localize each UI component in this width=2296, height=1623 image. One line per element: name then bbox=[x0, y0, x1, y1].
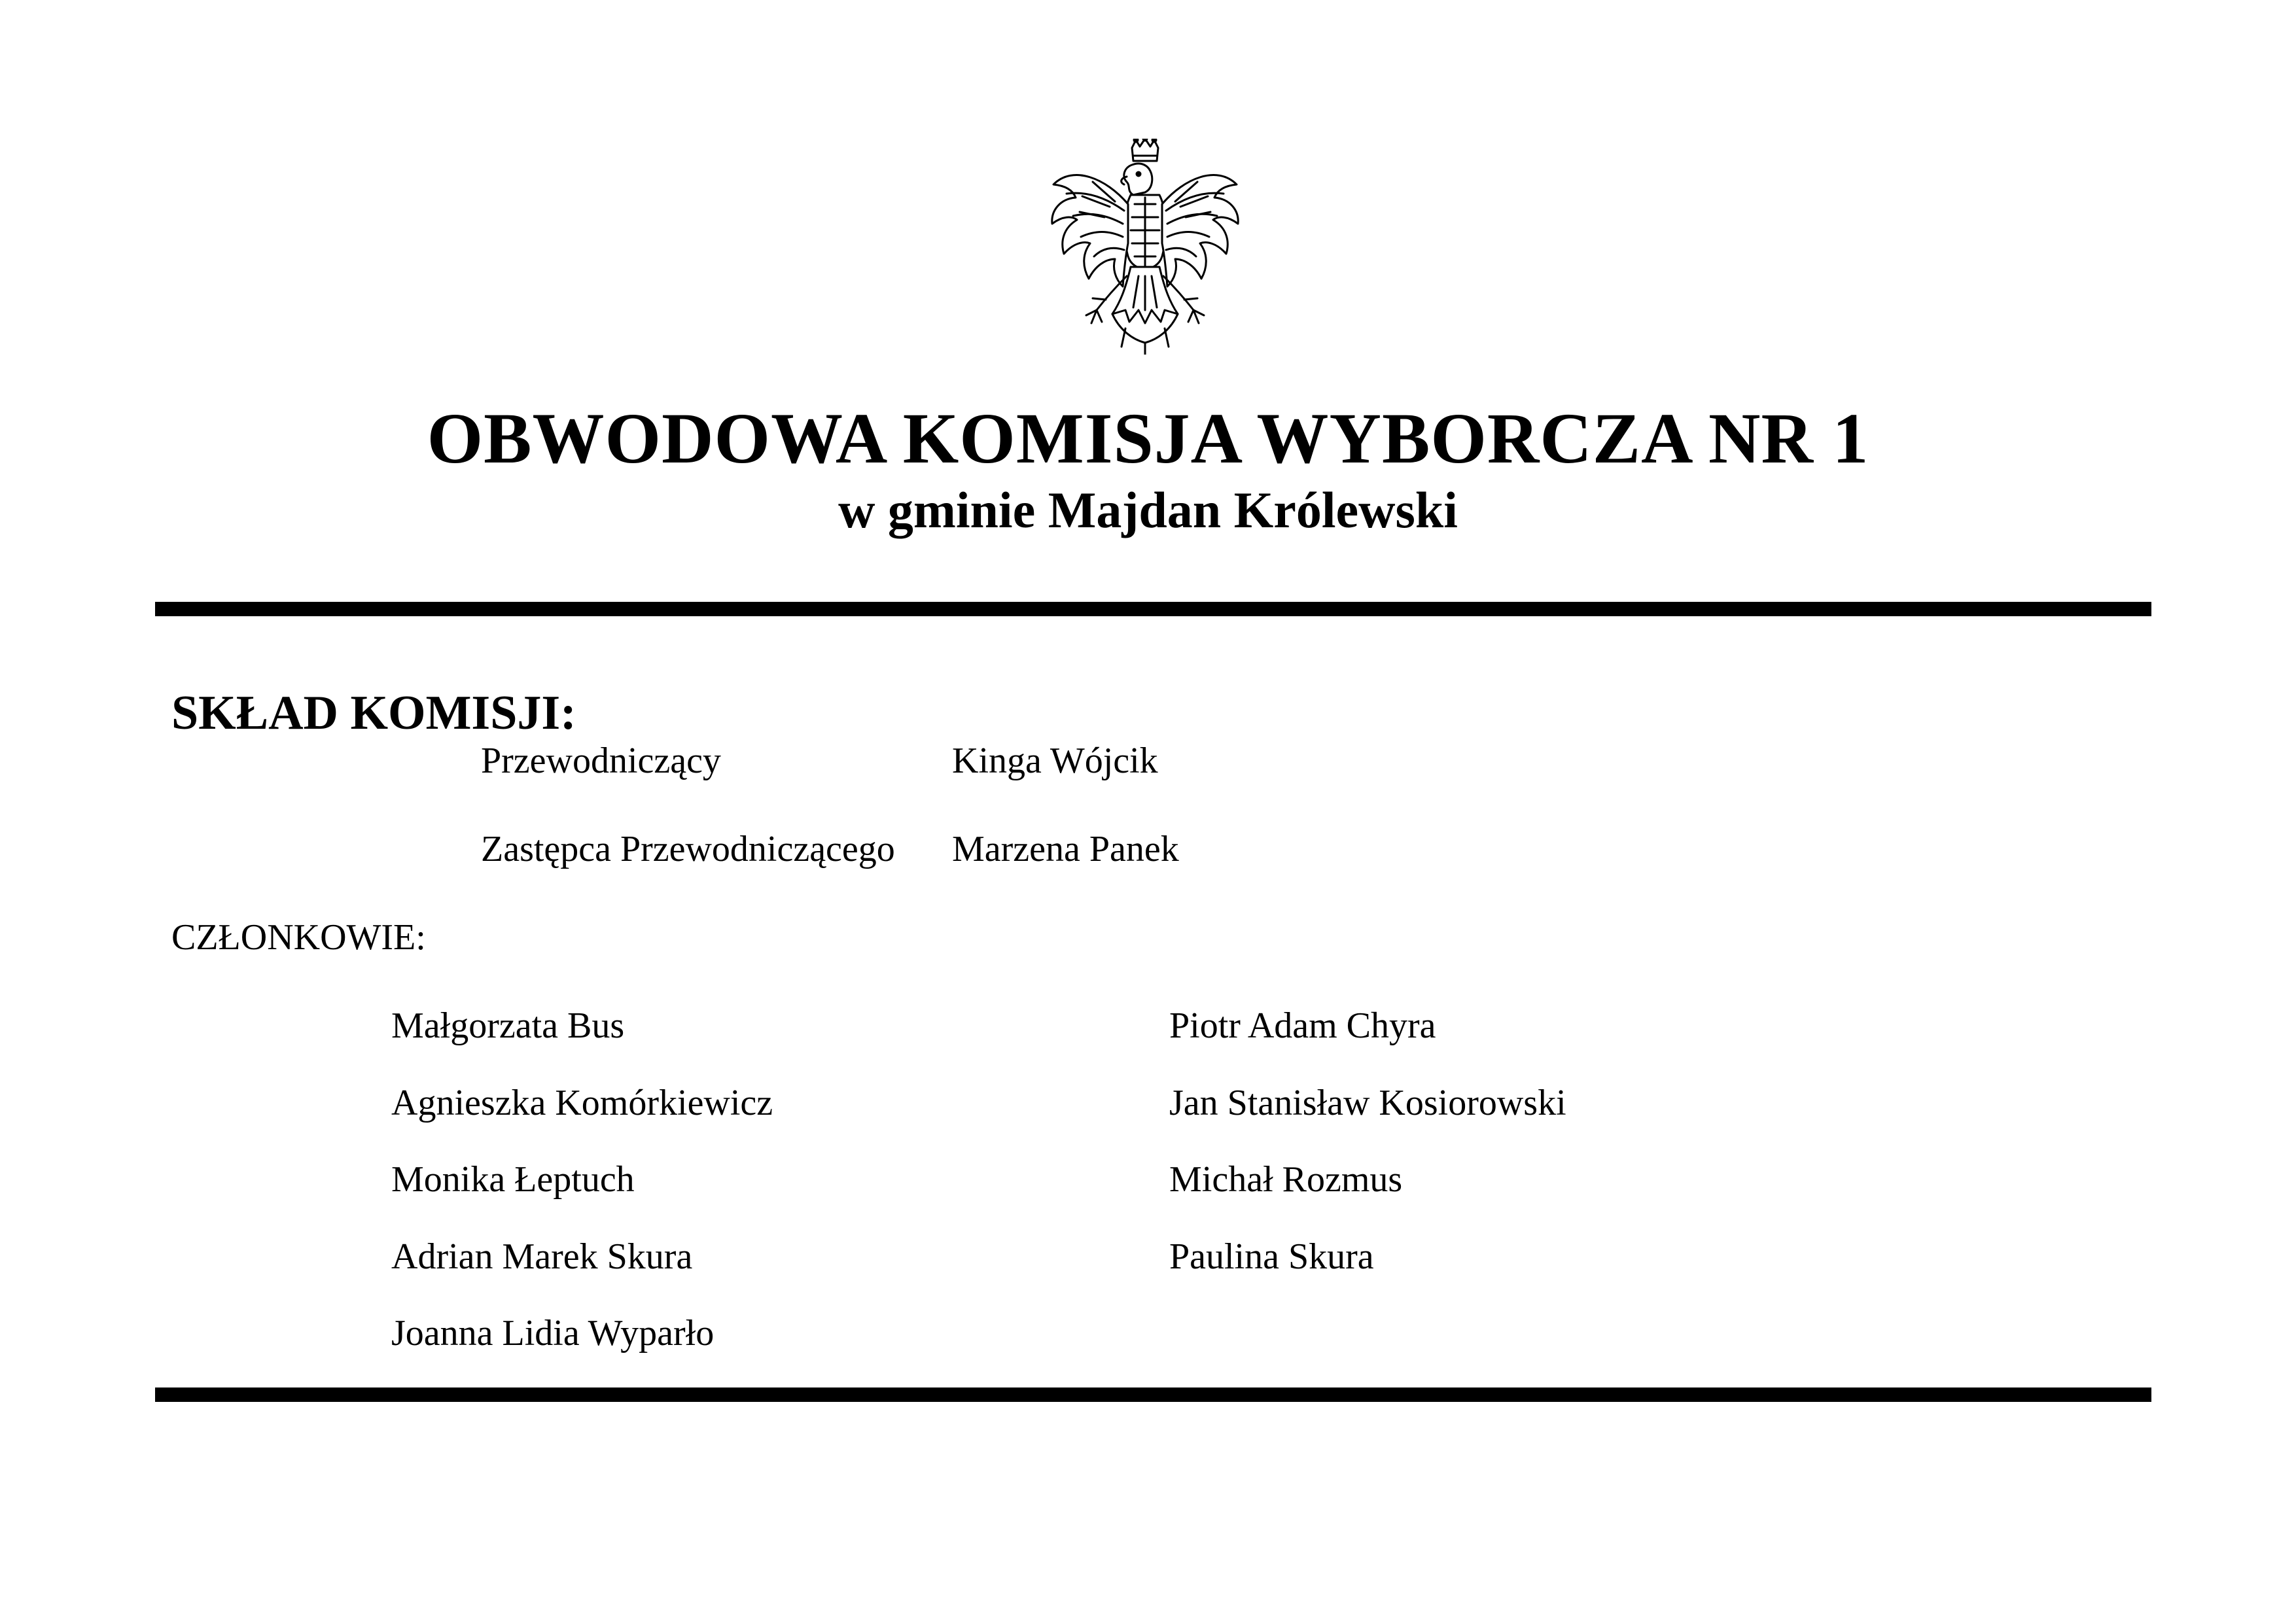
member-name: Piotr Adam Chyra bbox=[1169, 1005, 1436, 1046]
bottom-divider bbox=[155, 1387, 2151, 1402]
deputy-chairman-label: Zastępca Przewodniczącego bbox=[481, 829, 895, 869]
member-name: Joanna Lidia Wyparło bbox=[391, 1313, 715, 1353]
polish-eagle-emblem-icon bbox=[1047, 139, 1243, 355]
member-name: Paulina Skura bbox=[1169, 1236, 1374, 1277]
top-divider bbox=[155, 602, 2151, 616]
commission-title: OBWODOWA KOMISJA WYBORCZA NR 1 bbox=[427, 398, 1869, 478]
member-name: Jan Stanisław Kosiorowski bbox=[1169, 1083, 1566, 1123]
composition-heading: SKŁAD KOMISJI: bbox=[171, 686, 576, 740]
members-heading: CZŁONKOWIE: bbox=[171, 917, 426, 958]
commission-subtitle: w gminie Majdan Królewski bbox=[838, 481, 1458, 538]
member-name: Monika Łeptuch bbox=[391, 1159, 635, 1200]
member-name: Adrian Marek Skura bbox=[391, 1236, 693, 1277]
deputy-chairman-name: Marzena Panek bbox=[952, 829, 1179, 869]
member-name: Małgorzata Bus bbox=[391, 1005, 625, 1046]
member-name: Michał Rozmus bbox=[1169, 1159, 1403, 1200]
chairman-label: Przewodniczący bbox=[481, 741, 721, 781]
chairman-name: Kinga Wójcik bbox=[952, 741, 1158, 781]
member-name: Agnieszka Komórkiewicz bbox=[391, 1083, 773, 1123]
